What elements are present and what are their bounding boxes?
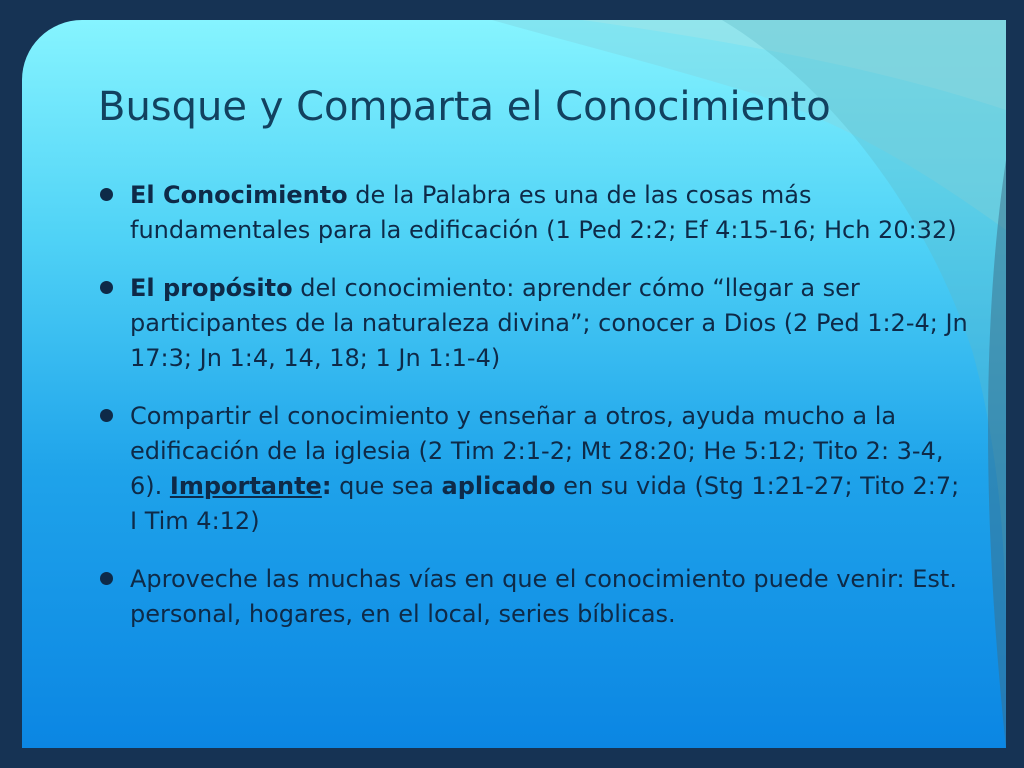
bullet-dot-icon xyxy=(100,572,113,585)
bullet-item xyxy=(98,562,968,632)
bullet-item xyxy=(98,178,968,248)
bullet-emphasis: El propósito xyxy=(130,274,293,302)
important-colon: : xyxy=(321,472,332,500)
bullet-text: que sea xyxy=(331,472,442,500)
bullet-emphasis: El Conocimiento xyxy=(130,181,348,209)
bullet-dot-icon xyxy=(100,409,113,422)
bullet-text: Aproveche las muchas vías en que el conocimiento puede venir: Est. personal, hogares, en el local, series bíblicas. xyxy=(130,565,957,628)
bullet-text: en su vida (Stg 1:21-27; Tito 2:7; I Tim 4:12) xyxy=(130,472,960,535)
bullet-text: Compartir el conocimiento y enseñar a otros, ayuda mucho a la edificación de la iglesia (2 Tim 2:1-2; Mt 28:20; He 5:12; Tito 2: 3-4, 6). xyxy=(130,402,944,500)
bullet-item xyxy=(98,399,968,539)
bullet-text: del conocimiento: aprender cómo “llegar a ser participantes de la naturaleza divina”; conocer a Dios (2 Ped 1:2-4; Jn 17:3; Jn 1:4, 14, 18; 1 Jn 1:1-4) xyxy=(130,274,968,372)
bullet-dot-icon xyxy=(100,188,113,201)
bullet-dot-icon xyxy=(100,281,113,294)
important-label: Importante xyxy=(169,472,322,500)
bullet-list xyxy=(98,178,968,655)
bullet-item xyxy=(98,271,968,376)
slide-title: Busque y Comparta el Conocimiento xyxy=(98,84,831,130)
applied-emphasis: aplicado xyxy=(441,472,556,500)
bullet-text: de la Palabra es una de las cosas más fundamentales para la edificación (1 Ped 2:2; Ef 4:15-16; Hch 20:32) xyxy=(130,181,957,244)
